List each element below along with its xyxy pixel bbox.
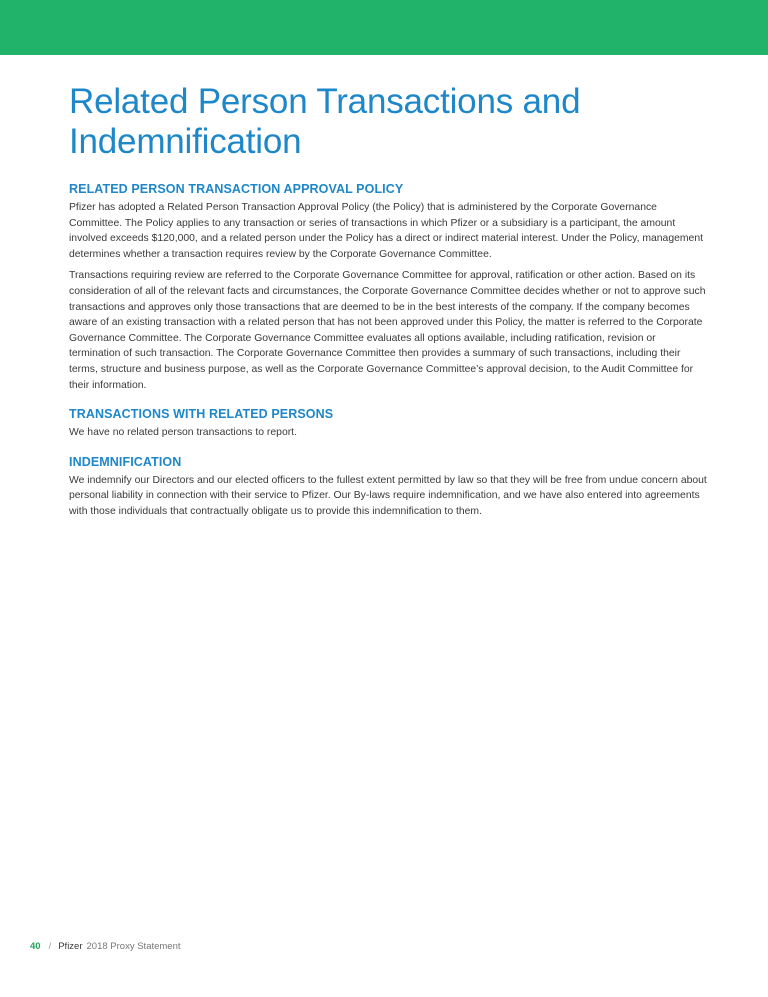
transactions-paragraph: We have no related person transactions to report.	[69, 427, 297, 439]
policy-paragraph-1: Pfizer has adopted a Related Person Transaction Approval Policy (the Policy) that is administered by the Corporate Governance Committee. The Policy applies to any transaction or series of transactions in which Pfizer or a subsidiary is a participant, the amount involved exceeds $120,000, and a related person under the Policy has a direct or indirect material interest. Under the Policy, management determines whether a transaction requires review by the Corporate Governance Committee.	[69, 202, 703, 260]
section-approval-policy	[69, 181, 709, 393]
footer-separator: /	[48, 941, 52, 952]
section-related-transactions	[69, 406, 709, 441]
page-content	[69, 82, 709, 520]
page-number: 40	[30, 941, 41, 952]
section-heading-related-transactions: TRANSACTIONS WITH RELATED PERSONS	[69, 407, 334, 422]
header-color-band	[0, 0, 768, 55]
section-indemnification	[69, 454, 709, 520]
footer-company: Pfizer	[58, 941, 83, 952]
footer-document-title: 2018 Proxy Statement	[86, 941, 181, 952]
indemnification-paragraph: We indemnify our Directors and our elected officers to the fullest extent permitted by law so that they will be free from undue concern about personal liability in connection with their service to Pfizer. Our By-laws require indemnification, and we have also entered into agreements with those individuals that contractually obligate us to provide this indemnification to them.	[69, 474, 707, 517]
page-title-line-1: Related Person Transactions and	[69, 82, 581, 121]
policy-paragraph-2: Transactions requiring review are referred to the Corporate Governance Committee for approval, ratification or other action. Based on its consideration of all of the relevant facts and circumstances, the Corporate Governance Committee decides whether or not to approve such transactions and approves only those transactions that are deemed to be in the best interests of the company. If the company becomes aware of an existing transaction with a related person that has not been approved under this Policy, the matter is referred to the Corporate Governance Committee. The Corporate Governance Committee evaluates all options available, including ratification, revision or termination of such transaction. The Corporate Governance Committee then provides a summary of such transactions, including their terms, structure and business purpose, as well as the Corporate Governance Committee’s approval decision, to the Audit Committee for their information.	[69, 270, 706, 391]
section-heading-approval-policy: RELATED PERSON TRANSACTION APPROVAL POLICY	[69, 182, 404, 196]
section-heading-indemnification: INDEMNIFICATION	[69, 454, 182, 469]
page-title-line-2: Indemnification	[69, 122, 302, 161]
page-footer	[30, 941, 181, 953]
page-title	[69, 82, 709, 162]
